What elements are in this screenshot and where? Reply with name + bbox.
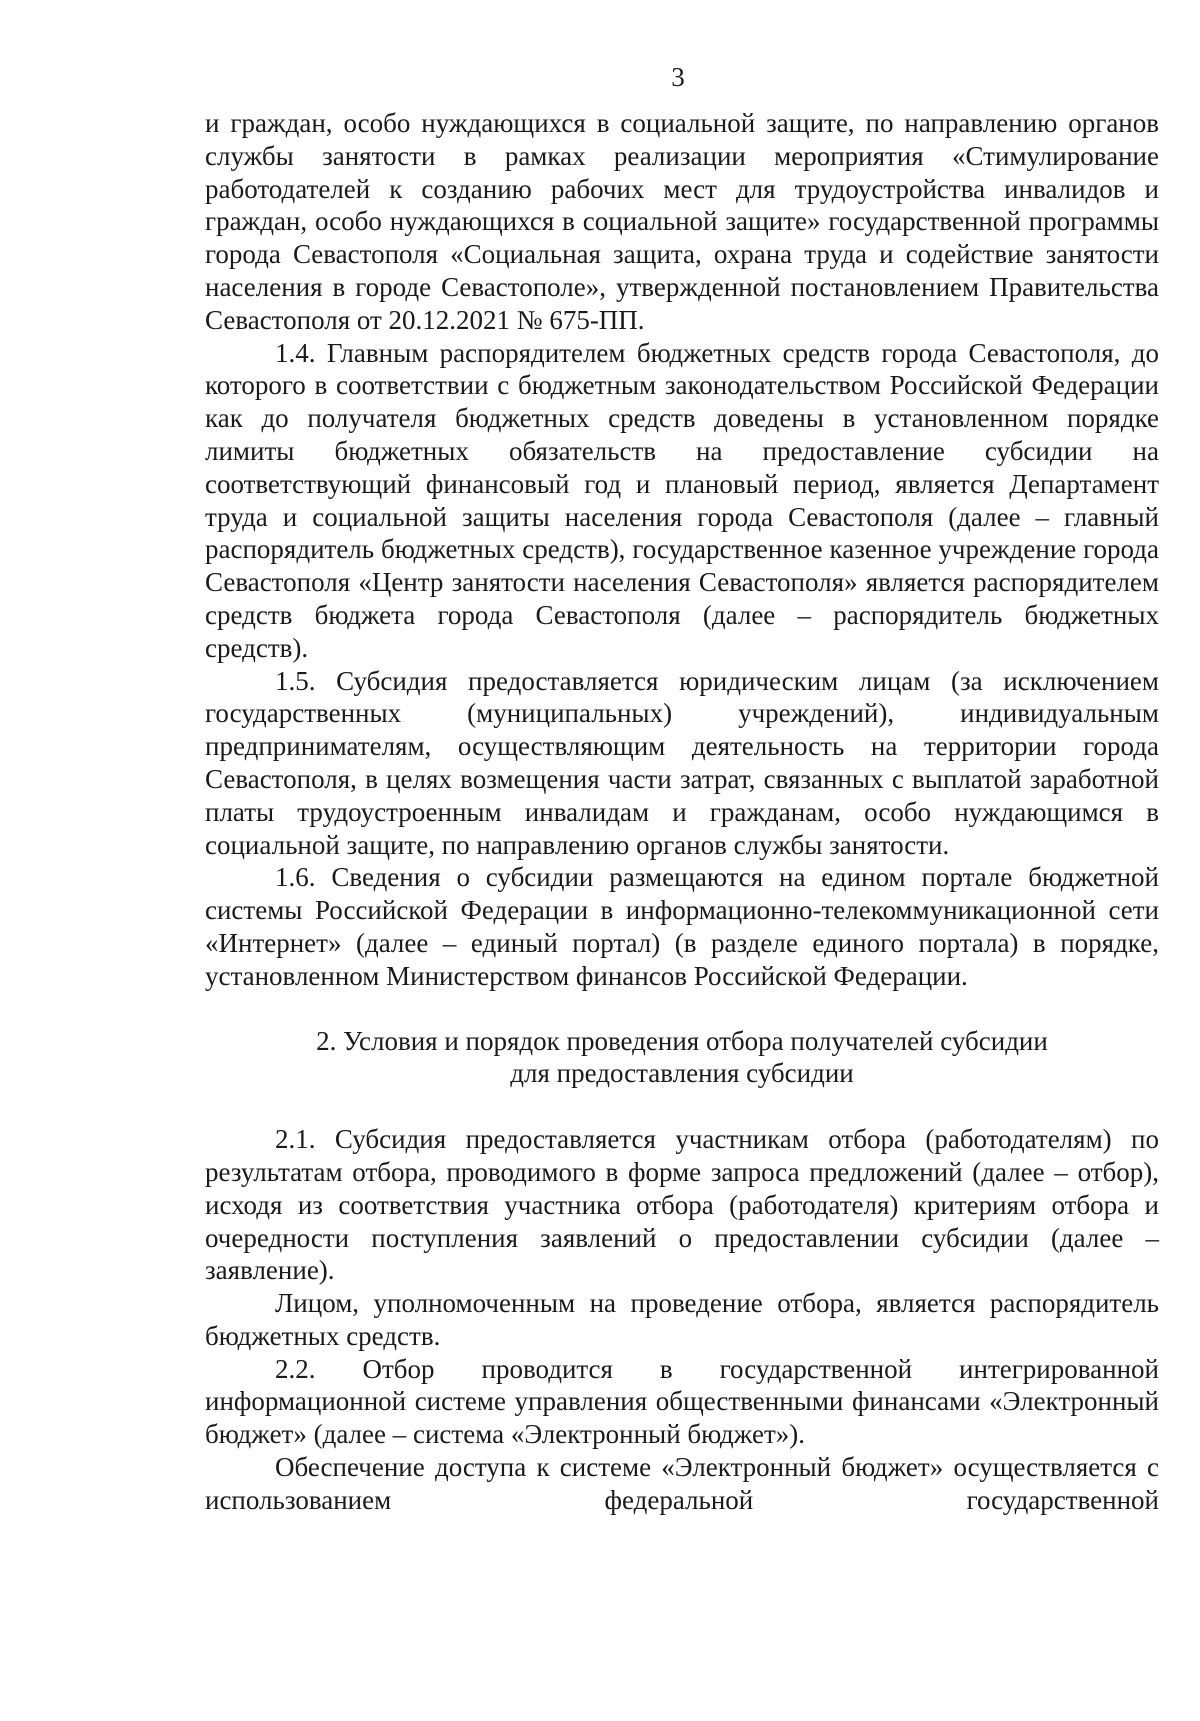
page-number: 3 (671, 62, 685, 92)
paragraph-1-6: 1.6. Сведения о субсидии размещаются на едином портале бюджетной системы Российской Федерации в информационно-телекоммуникационной сети «Интернет» (далее – единый портал) (в разделе единого портала) в порядке, установленном Министерством финансов Российской Федерации. (205, 862, 1159, 991)
paragraph-1-4: 1.4. Главным распорядителем бюджетных средств города Севастополя, до которого в соответствии с бюджетным законодательством Российской Федерации как до получателя бюджетных средств доведены в установленном порядке лимиты бюджетных обязательств на предоставление субсидии на соответствующий финансовый год и плановый период, является Департамент труда и социальной защиты населения города Севастополя (далее – главный распорядитель бюджетных средств), государственное казенное учреждение города Севастополя «Центр занятости населения Севастополя» является распорядителем средств бюджета города Севастополя (далее – распорядитель бюджетных средств). (205, 337, 1159, 663)
paragraph-2-2: 2.2. Отбор проводится в государственной интегрированной информационной системе управления общественными финансами «Электронный бюджет» (далее – система «Электронный бюджет»). (205, 1353, 1159, 1450)
paragraph-continuation: и граждан, особо нуждающихся в социальной защите, по направлению органов службы занятости в рамках реализации мероприятия «Стимулирование работодателей к созданию рабочих мест для трудоустройства инвалидов и граждан, особо нуждающихся в социальной защите» государственной программы города Севастополя «Социальная защита, охрана труда и содействие занятости населения в городе Севастополе», утвержденной постановлением Правительства Севастополя от 20.12.2021 № 675-ПП. (205, 108, 1159, 335)
paragraph-2-2-access: Обеспечение доступа к системе «Электронный бюджет» осуществляется с использованием федеральной государственной (205, 1452, 1159, 1515)
section-heading (205, 1025, 1159, 1091)
paragraph-2-1-authorized: Лицом, уполномоченным на проведение отбора, является распорядитель бюджетных средств. (205, 1288, 1159, 1351)
section-heading-line-2: для предоставления субсидии (510, 1058, 854, 1089)
section-heading-line-1: 2. Условия и порядок проведения отбора получателей субсидии (316, 1025, 1048, 1056)
paragraph-2-1: 2.1. Субсидия предоставляется участникам отбора (работодателям) по результатам отбора, проводимого в форме запроса предложений (далее – отбор), исходя из соответствия участника отбора (работодателя) критериям отбора и очередности поступления заявлений о предоставлении субсидии (далее – заявление). (205, 1124, 1159, 1286)
document-body (205, 107, 1159, 1517)
paragraph-1-5: 1.5. Субсидия предоставляется юридическим лицам (за исключением государственных (муниципальных) учреждений), индивидуальным предпринимателям, осуществляющим деятельность на территории города Севастополя, в целях возмещения части затрат, связанных с выплатой заработной платы трудоустроенным инвалидам и гражданам, особо нуждающимся в социальной защите, по направлению органов службы занятости. (205, 665, 1159, 860)
